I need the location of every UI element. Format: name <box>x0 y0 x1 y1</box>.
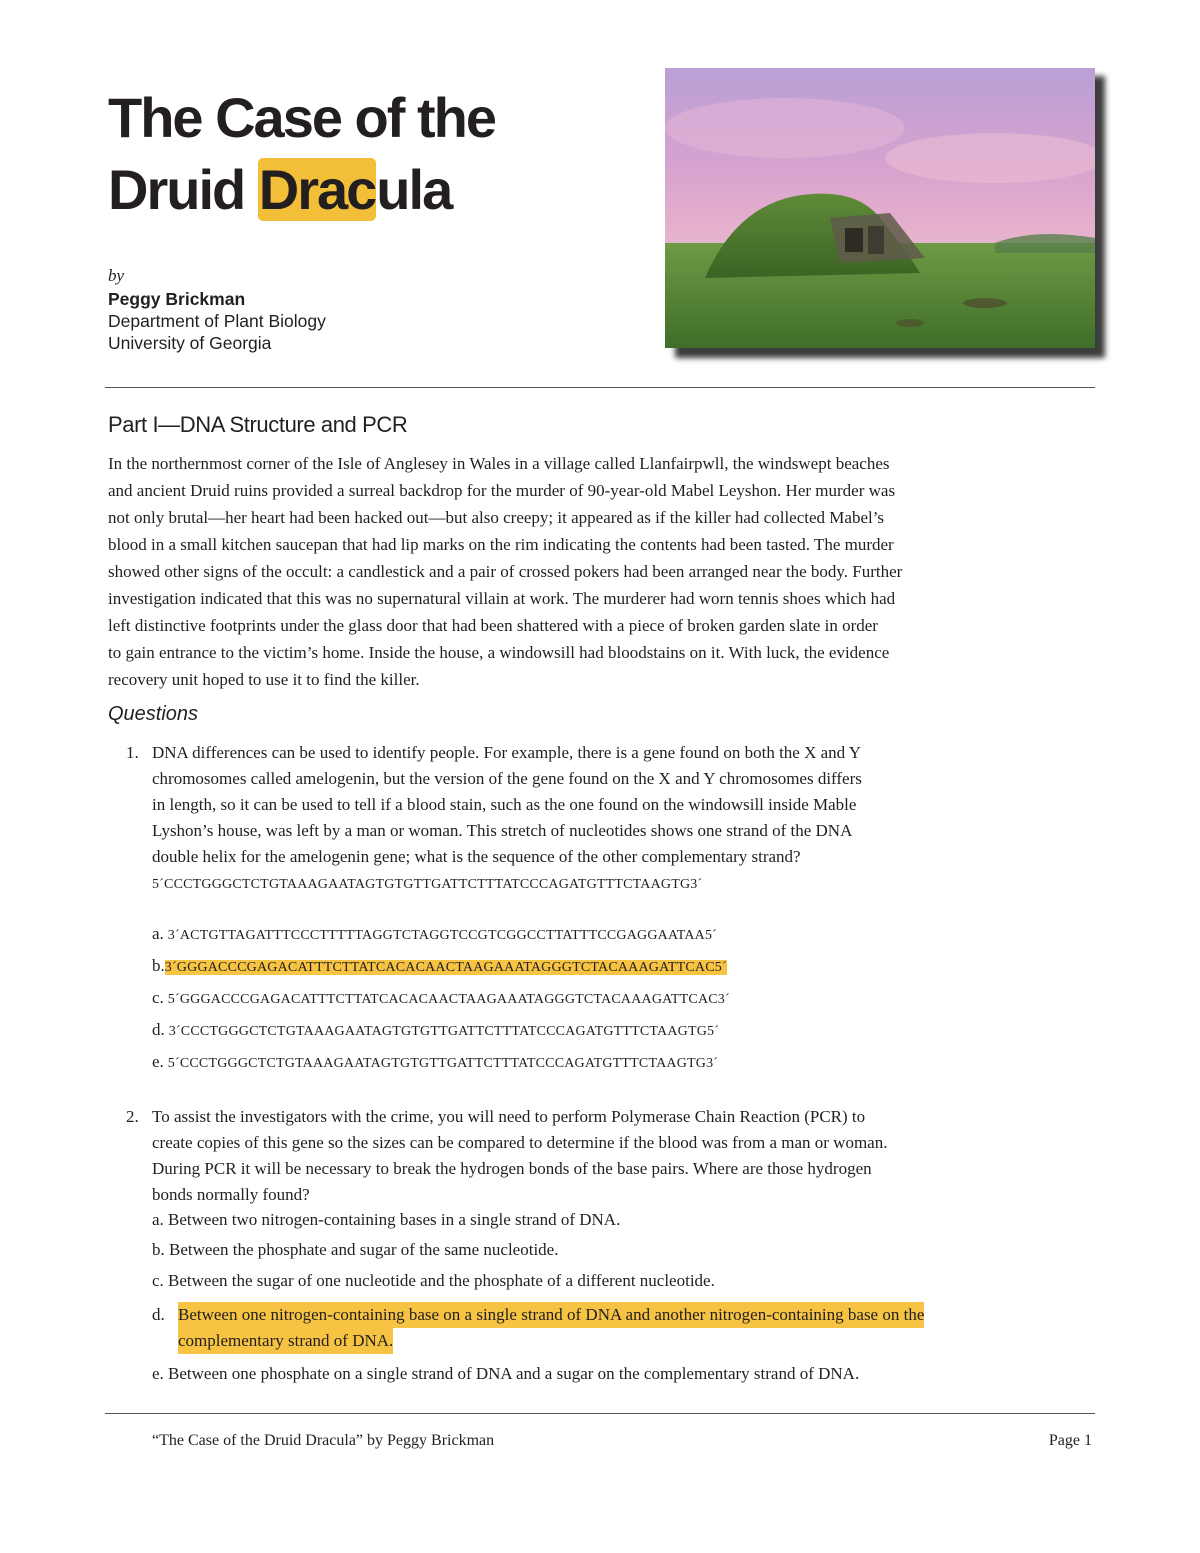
option-text: Between one phosphate on a single strand of DNA and a sugar on the complementary strand of DNA. <box>168 1364 860 1383</box>
option-label: d. <box>152 1020 165 1039</box>
footer-citation: “The Case of the Druid Dracula” by Peggy Brickman <box>152 1432 495 1449</box>
option-label: c. <box>152 988 164 1007</box>
title-line-1: The Case of the <box>108 86 495 149</box>
option-text: 3´CCCTGGGCTCTGTAAAGAATAGTGTGTTGATTCTTTATCCCAGATGTTTCTAAGTG5´ <box>168 1024 720 1039</box>
option-text: 3´GGGACCCGAGACATTTCTTATCACACAACTAAGAAATAGGGTCTACAAAGATTCAC5´ <box>164 960 727 975</box>
option-text: Between the sugar of one nucleotide and the phosphate of a different nucleotide. <box>168 1271 715 1290</box>
option-label: b. <box>152 1240 165 1259</box>
question-line: in length, so it can be used to tell if a blood stain, such as the one found on the windowsill inside Mable <box>152 795 857 814</box>
given-dna-sequence: 5´CCCTGGGCTCTGTAAAGAATAGTGTGTTGATTCTTTATCCCAGATGTTTCTAAGTG3´ <box>152 877 703 892</box>
option-label: d. <box>152 1305 165 1324</box>
paragraph-line: showed other signs of the occult: a candlestick and a pair of crossed pokers had been arranged near the body. Further <box>108 562 903 581</box>
author-university: University of Georgia <box>108 333 272 353</box>
q2-option-b[interactable] <box>152 1237 558 1263</box>
author-block <box>108 288 326 354</box>
option-label: c. <box>152 1271 164 1290</box>
paragraph-line: recovery unit hoped to use it to find the killer. <box>108 670 420 689</box>
option-label: a. <box>152 1210 164 1229</box>
narrative-paragraph <box>108 450 1093 693</box>
option-label: e. <box>152 1052 164 1071</box>
question-line: To assist the investigators with the crime, you will need to perform Polymerase Chain Reaction (PCR) to <box>152 1107 866 1126</box>
title-line-2-plain: Druid <box>108 158 258 221</box>
questions-heading: Questions <box>108 703 199 725</box>
header-divider <box>105 387 1095 388</box>
option-text: 5´GGGACCCGAGACATTTCTTATCACACAACTAAGAAATAGGGTCTACAAAGATTCAC3´ <box>167 992 730 1007</box>
paragraph-line: blood in a small kitchen saucepan that had lip marks on the rim indicating the contents had been tasted. The murder <box>108 535 894 554</box>
footer-divider <box>105 1413 1095 1414</box>
document-title <box>108 82 495 226</box>
option-text: 3´ACTGTTAGATTTCCCTTTTTAGGTCTAGGTCCGTCGGCCTTATTTCCGAGGAATAA5´ <box>167 928 718 943</box>
paragraph-line: not only brutal—her heart had been hacked out—but also creepy; it appeared as if the killer had collected Mabel’s <box>108 508 885 527</box>
option-text-block <box>178 1302 924 1354</box>
q2-option-e[interactable] <box>152 1361 859 1387</box>
option-text-line: complementary strand of DNA. <box>178 1328 393 1354</box>
question-line: double helix for the amelogenin gene; what is the sequence of the other complementary strand? <box>152 847 801 866</box>
q1-option-b-highlighted[interactable] <box>152 956 727 976</box>
question-line: Lyshon’s house, was left by a man or woman. This stretch of nucleotides shows one strand of the DNA <box>152 821 853 840</box>
question-line: chromosomes called amelogenin, but the version of the gene found on the X and Y chromosomes differs <box>152 769 862 788</box>
part-heading: Part I—DNA Structure and PCR <box>108 412 408 437</box>
option-label: a. <box>152 924 164 943</box>
q1-option-d[interactable] <box>152 1020 719 1040</box>
title-line-2-rest: ula <box>376 158 452 221</box>
question-1-text <box>152 740 862 870</box>
paragraph-line: left distinctive footprints under the glass door that had been shattered with a piece of broken garden slate in order <box>108 616 878 635</box>
q2-option-d-highlighted[interactable] <box>152 1302 924 1354</box>
question-line: create copies of this gene so the sizes can be compared to determine if the blood was from a man or woman. <box>152 1133 888 1152</box>
landscape-photo-icon <box>665 68 1095 348</box>
q2-option-a[interactable] <box>152 1207 620 1233</box>
author-name: Peggy Brickman <box>108 289 246 309</box>
paragraph-line: In the northernmost corner of the Isle of Anglesey in Wales in a village called Llanfairpwll, the windswept beaches <box>108 454 890 473</box>
paragraph-line: and ancient Druid ruins provided a surreal backdrop for the murder of 90-year-old Mabel Leyshon. Her murder was <box>108 481 896 500</box>
title-highlight: Drac <box>258 158 376 221</box>
q1-option-a[interactable] <box>152 924 717 944</box>
question-2-number: 2. <box>126 1107 139 1126</box>
question-2-text <box>152 1104 887 1208</box>
q2-option-c[interactable] <box>152 1268 715 1294</box>
q1-option-c[interactable] <box>152 988 730 1008</box>
question-1-number: 1. <box>126 743 139 762</box>
question-line: DNA differences can be used to identify people. For example, there is a gene found on both the X and Y <box>152 743 862 762</box>
title-line-2 <box>108 154 495 226</box>
option-label: b. <box>152 956 165 975</box>
option-text: Between the phosphate and sugar of the same nucleotide. <box>169 1240 559 1259</box>
paragraph-line: to gain entrance to the victim’s home. Inside the house, a windowsill had bloodstains on it. With luck, the evidence <box>108 643 890 662</box>
paragraph-line: investigation indicated that this was no supernatural villain at work. The murderer had worn tennis shoes which had <box>108 589 896 608</box>
question-line: bonds normally found? <box>152 1185 310 1204</box>
option-text: Between two nitrogen-containing bases in a single strand of DNA. <box>168 1210 621 1229</box>
option-text-line: Between one nitrogen-containing base on a single strand of DNA and another nitrogen-containing base on the <box>178 1302 924 1328</box>
byline: by <box>108 266 125 285</box>
author-department: Department of Plant Biology <box>108 311 326 331</box>
question-line: During PCR it will be necessary to break the hydrogen bonds of the base pairs. Where are those hydrogen <box>152 1159 872 1178</box>
option-text: 5´CCCTGGGCTCTGTAAAGAATAGTGTGTTGATTCTTTATCCCAGATGTTTCTAAGTG3´ <box>167 1056 719 1071</box>
q1-option-e[interactable] <box>152 1052 718 1072</box>
page-number: Page 1 <box>1048 1432 1092 1449</box>
option-label: e. <box>152 1364 164 1383</box>
